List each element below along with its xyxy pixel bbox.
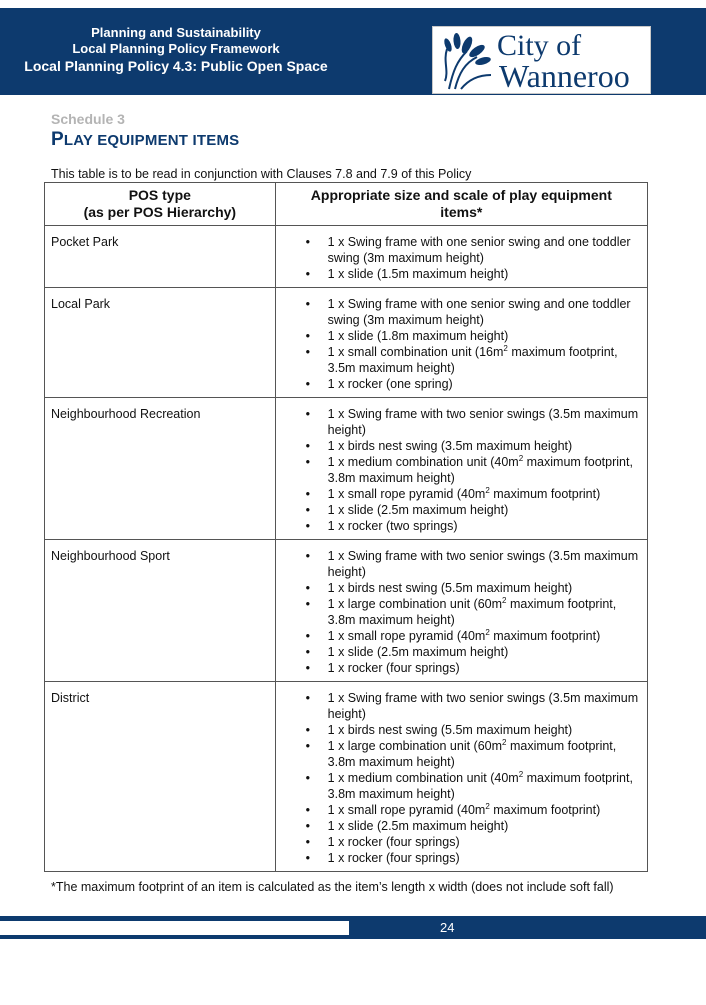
list-item: • 1 x slide (1.8m maximum height) — [306, 328, 641, 344]
pos-type-cell: Local Park — [45, 288, 276, 398]
list-item: • 1 x medium combination unit ($40m^2$ maximum footprint, 3.8m maximum height) — [306, 770, 641, 802]
equipment-list — [306, 296, 641, 392]
schedule-label: Schedule 3 — [51, 111, 125, 127]
intro-text: This table is to be read in conjunction with Clauses 7.8 and 7.9 of this Policy — [51, 167, 472, 181]
list-item: • 1 x birds nest swing (3.5m maximum height) — [306, 438, 641, 454]
equipment-cell — [275, 226, 647, 288]
equipment-cell — [275, 398, 647, 540]
list-item: • 1 x Swing frame with two senior swings (3.5m maximum height) — [306, 406, 641, 438]
play-equipment-table — [44, 182, 648, 872]
equipment-cell — [275, 288, 647, 398]
pos-type-cell: Pocket Park — [45, 226, 276, 288]
list-item: • 1 x rocker (two springs) — [306, 518, 641, 534]
list-item: • 1 x birds nest swing (5.5m maximum height) — [306, 580, 641, 596]
pos-type-cell: District — [45, 682, 276, 872]
list-item: • 1 x rocker (four springs) — [306, 660, 641, 676]
section-title — [51, 129, 239, 151]
list-item: • 1 x small combination unit ($16m^2$ maximum footprint, 3.5m maximum height) — [306, 344, 641, 376]
equipment-list — [306, 690, 641, 866]
list-item: • 1 x slide (1.5m maximum height) — [306, 266, 641, 282]
equipment-list — [306, 548, 641, 676]
column-header-pos-type — [45, 183, 276, 226]
list-item: • 1 x rocker (one spring) — [306, 376, 641, 392]
footnote: *The maximum footprint of an item is calculated as the item’s length x width (does not include soft fall) — [51, 880, 614, 894]
pos-type-cell: Neighbourhood Recreation — [45, 398, 276, 540]
equipment-cell — [275, 540, 647, 682]
list-item: • 1 x slide (2.5m maximum height) — [306, 644, 641, 660]
list-item: • 1 x small rope pyramid ($40m^2$ maximum footprint) — [306, 628, 641, 644]
page-number: 24 — [440, 920, 455, 935]
table-row — [45, 398, 648, 540]
list-item: • 1 x rocker (four springs) — [306, 834, 641, 850]
header-text — [0, 25, 352, 76]
pos-type-cell: Neighbourhood Sport — [45, 540, 276, 682]
logo-text-wanneroo: Wanneroo — [499, 58, 630, 94]
header-policy-title: Local Planning Policy 4.3: Public Open Space — [24, 58, 328, 74]
list-item: • 1 x rocker (four springs) — [306, 850, 641, 866]
kangaroo-paw-flower-icon — [439, 31, 497, 91]
table-row — [45, 540, 648, 682]
list-item: • 1 x slide (2.5m maximum height) — [306, 818, 641, 834]
city-of-wanneroo-logo — [432, 26, 651, 94]
column-header-line: (as per POS Hierarchy) — [83, 204, 237, 220]
column-header-line: items* — [440, 204, 483, 220]
list-item: • 1 x large combination unit ($60m^2$ maximum footprint, 3.8m maximum height) — [306, 596, 641, 628]
header-department: Planning and Sustainability — [91, 25, 261, 40]
header-framework: Local Planning Policy Framework — [72, 41, 280, 56]
table-row — [45, 288, 648, 398]
list-item: • 1 x small rope pyramid ($40m^2$ maximum footprint) — [306, 486, 641, 502]
table-header-row — [45, 183, 648, 226]
table-row — [45, 226, 648, 288]
column-header-equipment — [275, 183, 647, 226]
footer-stripe — [0, 921, 349, 935]
title-initial: P — [51, 129, 64, 150]
equipment-list — [306, 234, 641, 282]
column-header-line: Appropriate size and scale of play equipment — [310, 187, 612, 203]
list-item: • 1 x Swing frame with one senior swing and one toddler swing (3m maximum height) — [306, 296, 641, 328]
list-item: • 1 x small rope pyramid ($40m^2$ maximum footprint) — [306, 802, 641, 818]
logo-text-city: City of — [497, 29, 582, 62]
page-header — [0, 8, 706, 95]
equipment-cell — [275, 682, 647, 872]
list-item: • 1 x Swing frame with two senior swings (3.5m maximum height) — [306, 690, 641, 722]
table-row — [45, 682, 648, 872]
column-header-line: POS type — [128, 187, 191, 203]
list-item: • 1 x large combination unit ($60m^2$ maximum footprint, 3.8m maximum height) — [306, 738, 641, 770]
list-item: • 1 x Swing frame with two senior swings (3.5m maximum height) — [306, 548, 641, 580]
title-rest: LAY EQUIPMENT ITEMS — [63, 132, 240, 149]
list-item: • 1 x birds nest swing (5.5m maximum height) — [306, 722, 641, 738]
equipment-list — [306, 406, 641, 534]
list-item: • 1 x slide (2.5m maximum height) — [306, 502, 641, 518]
list-item: • 1 x medium combination unit ($40m^2$ maximum footprint, 3.8m maximum height) — [306, 454, 641, 486]
list-item: • 1 x Swing frame with one senior swing and one toddler swing (3m maximum height) — [306, 234, 641, 266]
